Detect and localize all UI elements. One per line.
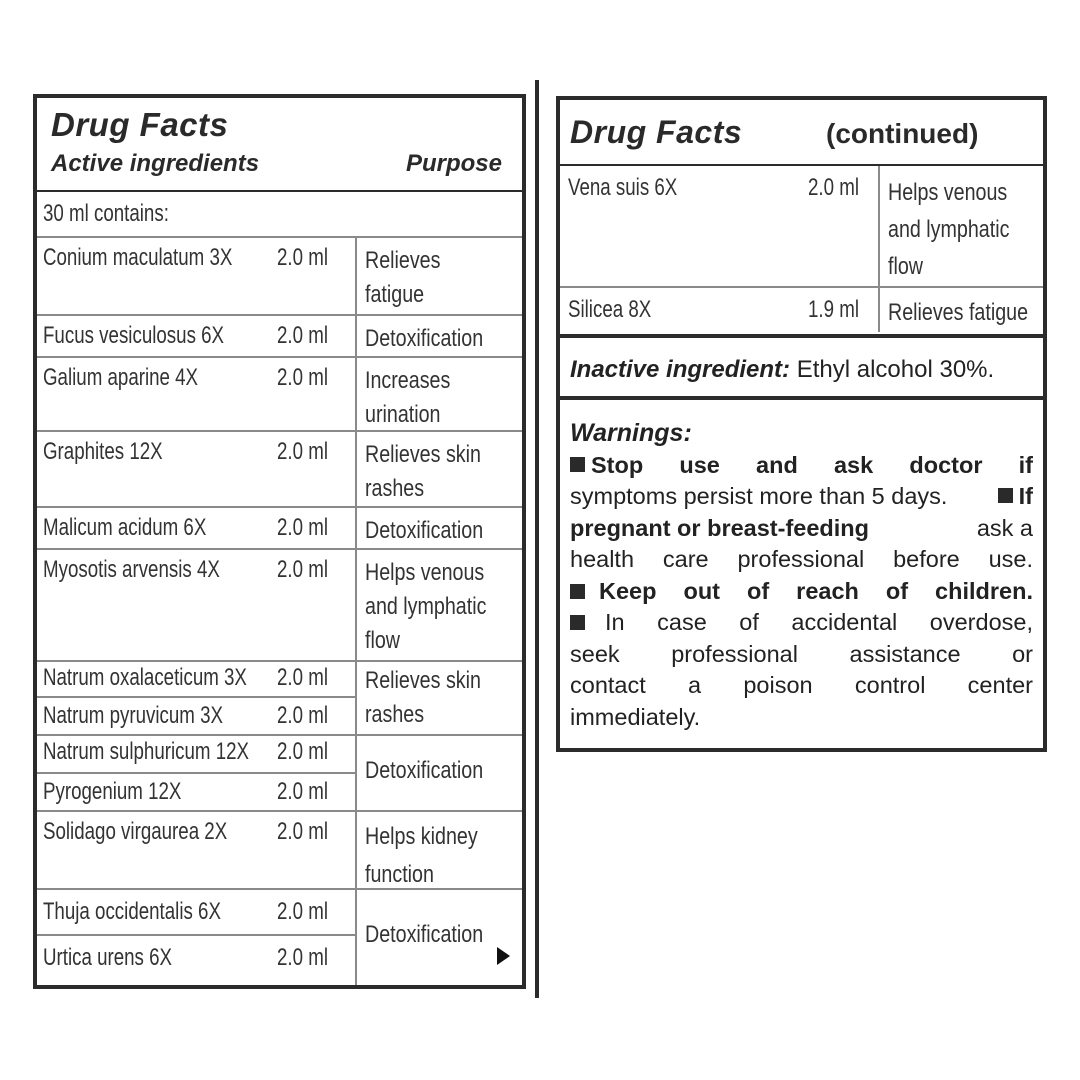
ingredient-purpose: Detoxification — [365, 921, 484, 948]
section-divider — [560, 396, 1043, 400]
ingredient-name: Thuja occidentalis 6X — [43, 898, 221, 925]
ingredient-name: Graphites 12X — [43, 438, 163, 465]
ingredient-purpose: Detoxification — [365, 517, 484, 544]
ingredient-amount: 2.0 ml — [277, 514, 328, 541]
warnings-section — [570, 418, 1033, 733]
ingredient-row — [560, 166, 1043, 288]
purpose-heading: Purpose — [405, 150, 502, 177]
ingredient-purpose: Relieves skin rashes — [365, 667, 481, 728]
warning-symptoms: symptoms persist more than 5 days. — [570, 483, 948, 509]
drug-facts-header — [37, 98, 522, 192]
warning-contact: contact a poison control center — [570, 672, 1033, 698]
ingredient-amount: 2.0 ml — [277, 778, 328, 805]
inactive-text: Ethyl alcohol 30%. — [796, 356, 995, 383]
ingredient-amount: 2.0 ml — [277, 244, 328, 271]
ingredient-name: Solidago virgaurea 2X — [43, 818, 228, 845]
warnings-title: Warnings: — [570, 419, 692, 447]
inactive-ingredient — [570, 356, 994, 384]
ingredient-name: Silicea 8X — [568, 296, 652, 323]
bullet-square-icon — [570, 615, 585, 630]
warning-ask: ask a — [976, 514, 1033, 541]
continued-label: (continued) — [826, 118, 979, 149]
inactive-label: Inactive ingredient: — [570, 356, 791, 383]
bullet-square-icon — [570, 584, 585, 599]
ingredient-purpose: Increases urination — [365, 367, 451, 428]
warning-stop-use: Stop use and ask doctor if — [591, 451, 1033, 478]
ingredient-amount: 2.0 ml — [277, 664, 328, 691]
ingredient-purpose: Helps venous and lymphatic flow — [365, 559, 487, 654]
ingredient-row — [37, 316, 522, 358]
row-divider — [37, 934, 355, 936]
warning-keep-out: Keep out of reach of children. — [599, 577, 1033, 604]
ingredient-name: Vena suis 6X — [568, 174, 678, 201]
warning-pregnant: pregnant or breast-feeding — [570, 514, 870, 541]
ingredient-row — [37, 358, 522, 432]
ingredient-name: Natrum pyruvicum 3X — [43, 702, 223, 729]
ingredient-name: Galium aparine 4X — [43, 364, 199, 391]
ingredient-amount: 1.9 ml — [808, 296, 859, 323]
continue-arrow-icon — [497, 947, 510, 965]
ingredient-name: Myosotis arvensis 4X — [43, 556, 220, 583]
warning-health-care: health care professional before use. — [570, 546, 1033, 572]
section-divider — [560, 334, 1043, 338]
ingredient-purpose: Relieves fatigue — [888, 299, 1029, 326]
ingredient-amount: 2.0 ml — [808, 174, 859, 201]
warning-immediately: immediately. — [570, 703, 701, 730]
bullet-square-icon — [998, 488, 1013, 503]
ingredient-row — [560, 288, 1043, 332]
warning-seek: seek professional assistance or — [570, 640, 1033, 667]
ingredient-name: Conium maculatum 3X — [43, 244, 233, 271]
ingredient-purpose: Helps kidney function — [365, 823, 478, 888]
ingredient-amount: 2.0 ml — [277, 898, 328, 925]
bullet-square-icon — [570, 457, 585, 472]
ingredient-row — [37, 508, 522, 550]
ingredient-name: Natrum oxalaceticum 3X — [43, 664, 247, 691]
drug-facts-panel — [33, 94, 526, 989]
ingredient-amount: 2.0 ml — [277, 738, 328, 765]
ingredient-row — [37, 736, 522, 812]
ingredient-name: Natrum sulphuricum 12X — [43, 738, 250, 765]
contains-label: 30 ml contains: — [43, 200, 169, 227]
ingredient-name: Malicum acidum 6X — [43, 514, 207, 541]
ingredient-amount: 2.0 ml — [277, 364, 328, 391]
drug-facts-title: Drug Facts — [51, 106, 229, 143]
ingredient-row — [37, 812, 522, 890]
column-divider — [535, 80, 539, 998]
ingredient-purpose: Detoxification — [365, 325, 484, 352]
ingredient-purpose: Relieves fatigue — [365, 247, 441, 308]
ingredient-name: Pyrogenium 12X — [43, 778, 182, 805]
ingredient-amount: 2.0 ml — [277, 944, 328, 971]
ingredient-name: Urtica urens 6X — [43, 944, 173, 971]
ingredient-purpose: Relieves skin rashes — [365, 441, 481, 502]
ingredient-amount: 2.0 ml — [277, 438, 328, 465]
ingredient-amount: 2.0 ml — [277, 818, 328, 845]
ingredient-amount: 2.0 ml — [277, 556, 328, 583]
drug-facts-continued-panel — [556, 96, 1047, 752]
active-ingredients-heading: Active ingredients — [51, 150, 260, 177]
ingredient-row — [37, 550, 522, 662]
ingredient-row — [37, 238, 522, 316]
row-divider — [37, 696, 355, 698]
warning-if: If — [1018, 483, 1033, 509]
warning-overdose: In case of accidental overdose, — [605, 609, 1033, 635]
drug-facts-continued-header — [560, 100, 1043, 166]
ingredient-purpose: Detoxification — [365, 757, 484, 784]
ingredient-row — [37, 662, 522, 736]
ingredient-name: Fucus vesiculosus 6X — [43, 322, 225, 349]
ingredient-purpose: Helps venous and lymphatic flow — [888, 179, 1010, 280]
drug-facts-title: Drug Facts — [570, 114, 743, 150]
contains-row — [37, 192, 522, 238]
ingredient-row — [37, 890, 522, 985]
ingredient-row — [37, 432, 522, 508]
ingredient-amount: 2.0 ml — [277, 702, 328, 729]
ingredient-amount: 2.0 ml — [277, 322, 328, 349]
row-divider — [37, 772, 355, 774]
